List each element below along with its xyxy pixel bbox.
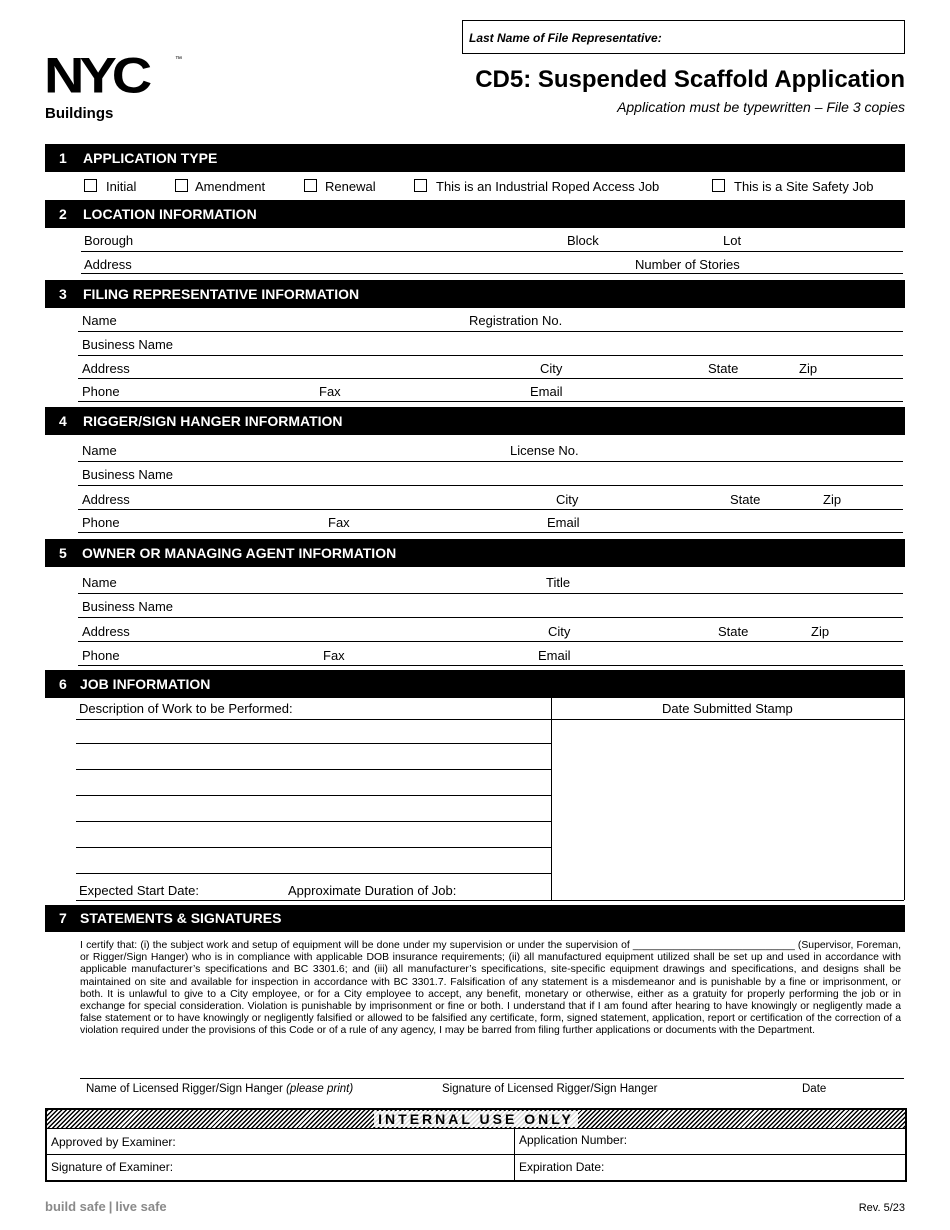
checkbox-industrial-roped-access[interactable]: [414, 179, 427, 192]
section-1-title: APPLICATION TYPE: [83, 150, 218, 166]
file-representative-box[interactable]: [462, 20, 905, 54]
owner-email-label: Email: [538, 648, 571, 663]
number-of-stories-label: Number of Stories: [635, 257, 740, 272]
checkbox-initial[interactable]: [84, 179, 97, 192]
checkbox-initial-label: Initial: [106, 179, 137, 194]
job-header-line: [76, 719, 904, 720]
job-description-label: Description of Work to be Performed:: [79, 701, 293, 716]
rep-zip-label: Zip: [799, 361, 818, 376]
job-divider-vertical: [551, 698, 552, 900]
checkbox-amendment-label: Amendment: [195, 179, 266, 194]
lot-label: Lot: [723, 233, 742, 248]
nyc-buildings-logo: [44, 46, 184, 124]
section-4-header: [45, 407, 905, 435]
section-7-number: 7: [59, 910, 67, 926]
rigger-zip-label: Zip: [823, 492, 842, 507]
rep-city-label: City: [540, 361, 563, 376]
page-subtitle: Application must be typewritten – File 3 copies: [617, 99, 905, 115]
checkbox-amendment[interactable]: [175, 179, 188, 192]
signature-date-label: Date: [802, 1083, 827, 1095]
rigger-print-name-label: Name of Licensed Rigger/Sign Hanger (please print): [86, 1083, 354, 1095]
owner-address-label: Address: [82, 624, 130, 639]
section-2-number: 2: [59, 206, 67, 222]
rigger-name-label: Name: [82, 443, 117, 458]
expected-start-date-label: Expected Start Date:: [79, 883, 199, 898]
job-description-line[interactable]: [76, 795, 551, 796]
rigger-phone-label: Phone: [82, 515, 120, 530]
section-1-number: 1: [59, 150, 67, 166]
address-row-line[interactable]: [81, 273, 903, 274]
internal-row-line: [47, 1154, 905, 1155]
rep-business-label: Business Name: [82, 337, 174, 352]
section-6-title: JOB INFORMATION: [80, 676, 211, 692]
section-4-title: RIGGER/SIGN HANGER INFORMATION: [83, 413, 343, 429]
page-title: CD5: Suspended Scaffold Application: [475, 66, 905, 93]
owner-state-label: State: [718, 624, 749, 639]
application-number-label: Application Number:: [519, 1133, 628, 1147]
logo-trademark: ™: [175, 56, 182, 63]
section-7-header: [45, 905, 905, 932]
job-description-line[interactable]: [76, 821, 551, 822]
section-2-title: LOCATION INFORMATION: [83, 206, 257, 222]
checkbox-renewal-label: Renewal: [325, 179, 376, 194]
rigger-signature-label: Signature of Licensed Rigger/Sign Hanger: [442, 1083, 658, 1095]
location-address-label: Address: [84, 257, 132, 272]
job-description-line[interactable]: [76, 769, 551, 770]
section-1-header: [45, 144, 905, 172]
owner-city-label: City: [548, 624, 571, 639]
owner-business-line[interactable]: [78, 617, 903, 618]
owner-zip-label: Zip: [811, 624, 830, 639]
rep-address-line[interactable]: [78, 378, 903, 379]
job-description-line[interactable]: [76, 873, 551, 874]
rep-address-label: Address: [82, 361, 130, 376]
checkbox-renewal[interactable]: [304, 179, 317, 192]
rep-phone-label: Phone: [82, 384, 120, 399]
job-description-line[interactable]: [76, 847, 551, 848]
signature-of-examiner-label: Signature of Examiner:: [51, 1160, 174, 1174]
section-6-number: 6: [59, 676, 67, 692]
section-3-number: 3: [59, 286, 67, 302]
rigger-fax-label: Fax: [328, 515, 350, 530]
owner-name-label: Name: [82, 575, 117, 590]
certification-statement: I certify that: (i) the subject work and setup of equipment will be done under my supervision or under the supervision of ____________________________ (Supervisor, Foreman, or Rigger/Sign Hanger) who is in compliance with applicable DOB insurance requirements; (ii) all manufactured equipment utilized shall be set up and used in accordance with applicable manufacturer’s specifications and BC 3301.6; and (iii) all manufacturer’s specifications, site-specific equipment drawings and specifications, and designs shall be maintained on site and available for inspection in accordance with BC 3301.7. Falsification of any statement is a misdemeanor and is punishable by a fine or imprisonment, or both. It is unlawful to give to a City employee, or for a City employee to accept, any benefit, monetary or otherwise, either as a gratuity for properly performing the job or in exchange for special consideration. Violation is punishable by imprisonment or fine or both. I understand that if I am found after hearing to have knowingly or negligently made a false statement or to have knowingly or negligently falsified or allowed to be falsified any certificate, form, signed statement, application, report or certification of the correction of a violation required under the provisions of this Code or of a rule of any agency, I may be barred from filing further applications or documents with the Department.: [80, 940, 901, 1037]
expiration-date-label: Expiration Date:: [519, 1160, 605, 1174]
rep-state-label: State: [708, 361, 739, 376]
rigger-name-line[interactable]: [78, 461, 903, 462]
rigger-license-label: License No.: [510, 443, 579, 458]
rigger-address-line[interactable]: [78, 509, 903, 510]
rigger-city-label: City: [556, 492, 579, 507]
rep-name-line[interactable]: [78, 331, 903, 332]
rigger-business-line[interactable]: [78, 485, 903, 486]
approximate-duration-label: Approximate Duration of Job:: [288, 883, 457, 898]
checkbox-industrial-roped-access-label: This is an Industrial Roped Access Job: [436, 179, 660, 194]
section-6-header: [45, 670, 905, 698]
owner-name-line[interactable]: [78, 593, 903, 594]
rigger-state-label: State: [730, 492, 761, 507]
owner-business-label: Business Name: [82, 599, 174, 614]
approved-by-examiner-label: Approved by Examiner:: [51, 1135, 176, 1149]
section-3-header: [45, 280, 905, 308]
rigger-business-label: Business Name: [82, 467, 174, 482]
logo-buildings-text: Buildings: [45, 105, 114, 122]
job-bottom-line[interactable]: [76, 900, 904, 901]
stamp-box-right-edge: [904, 698, 905, 900]
logo-nyc-text: NYC: [44, 46, 148, 104]
rigger-email-label: Email: [547, 515, 580, 530]
rep-phone-line[interactable]: [78, 401, 903, 402]
section-3-title: FILING REPRESENTATIVE INFORMATION: [83, 286, 360, 302]
owner-phone-label: Phone: [82, 648, 120, 663]
section-5-title: OWNER OR MANAGING AGENT INFORMATION: [82, 545, 397, 561]
job-description-line[interactable]: [76, 743, 551, 744]
internal-use-box: [45, 1108, 907, 1182]
owner-fax-label: Fax: [323, 648, 345, 663]
rep-registration-label: Registration No.: [469, 313, 563, 328]
rep-fax-label: Fax: [319, 384, 341, 399]
internal-use-title: INTERNAL USE ONLY: [47, 1110, 905, 1128]
borough-row-line[interactable]: [81, 251, 903, 252]
block-label: Block: [567, 233, 599, 248]
rigger-phone-line[interactable]: [78, 532, 903, 533]
section-2-header: [45, 200, 905, 228]
file-representative-label: Last Name of File Representative:: [469, 31, 662, 45]
signature-line[interactable]: [80, 1078, 904, 1079]
date-submitted-stamp-label: Date Submitted Stamp: [662, 701, 793, 716]
rigger-address-label: Address: [82, 492, 130, 507]
revision-label: Rev. 5/23: [858, 1202, 905, 1214]
rep-business-line[interactable]: [78, 355, 903, 356]
checkbox-site-safety-job-label: This is a Site Safety Job: [734, 179, 874, 194]
owner-address-line[interactable]: [78, 641, 903, 642]
checkbox-site-safety-job[interactable]: [712, 179, 725, 192]
owner-title-label: Title: [546, 575, 571, 590]
footer-slogan: build safe | live safe: [45, 1199, 167, 1214]
section-7-title: STATEMENTS & SIGNATURES: [80, 910, 282, 926]
section-5-header: [45, 539, 905, 567]
section-4-number: 4: [59, 413, 67, 429]
rep-name-label: Name: [82, 313, 117, 328]
owner-phone-line[interactable]: [78, 665, 903, 666]
rep-email-label: Email: [530, 384, 563, 399]
borough-label: Borough: [84, 233, 134, 248]
section-5-number: 5: [59, 545, 67, 561]
